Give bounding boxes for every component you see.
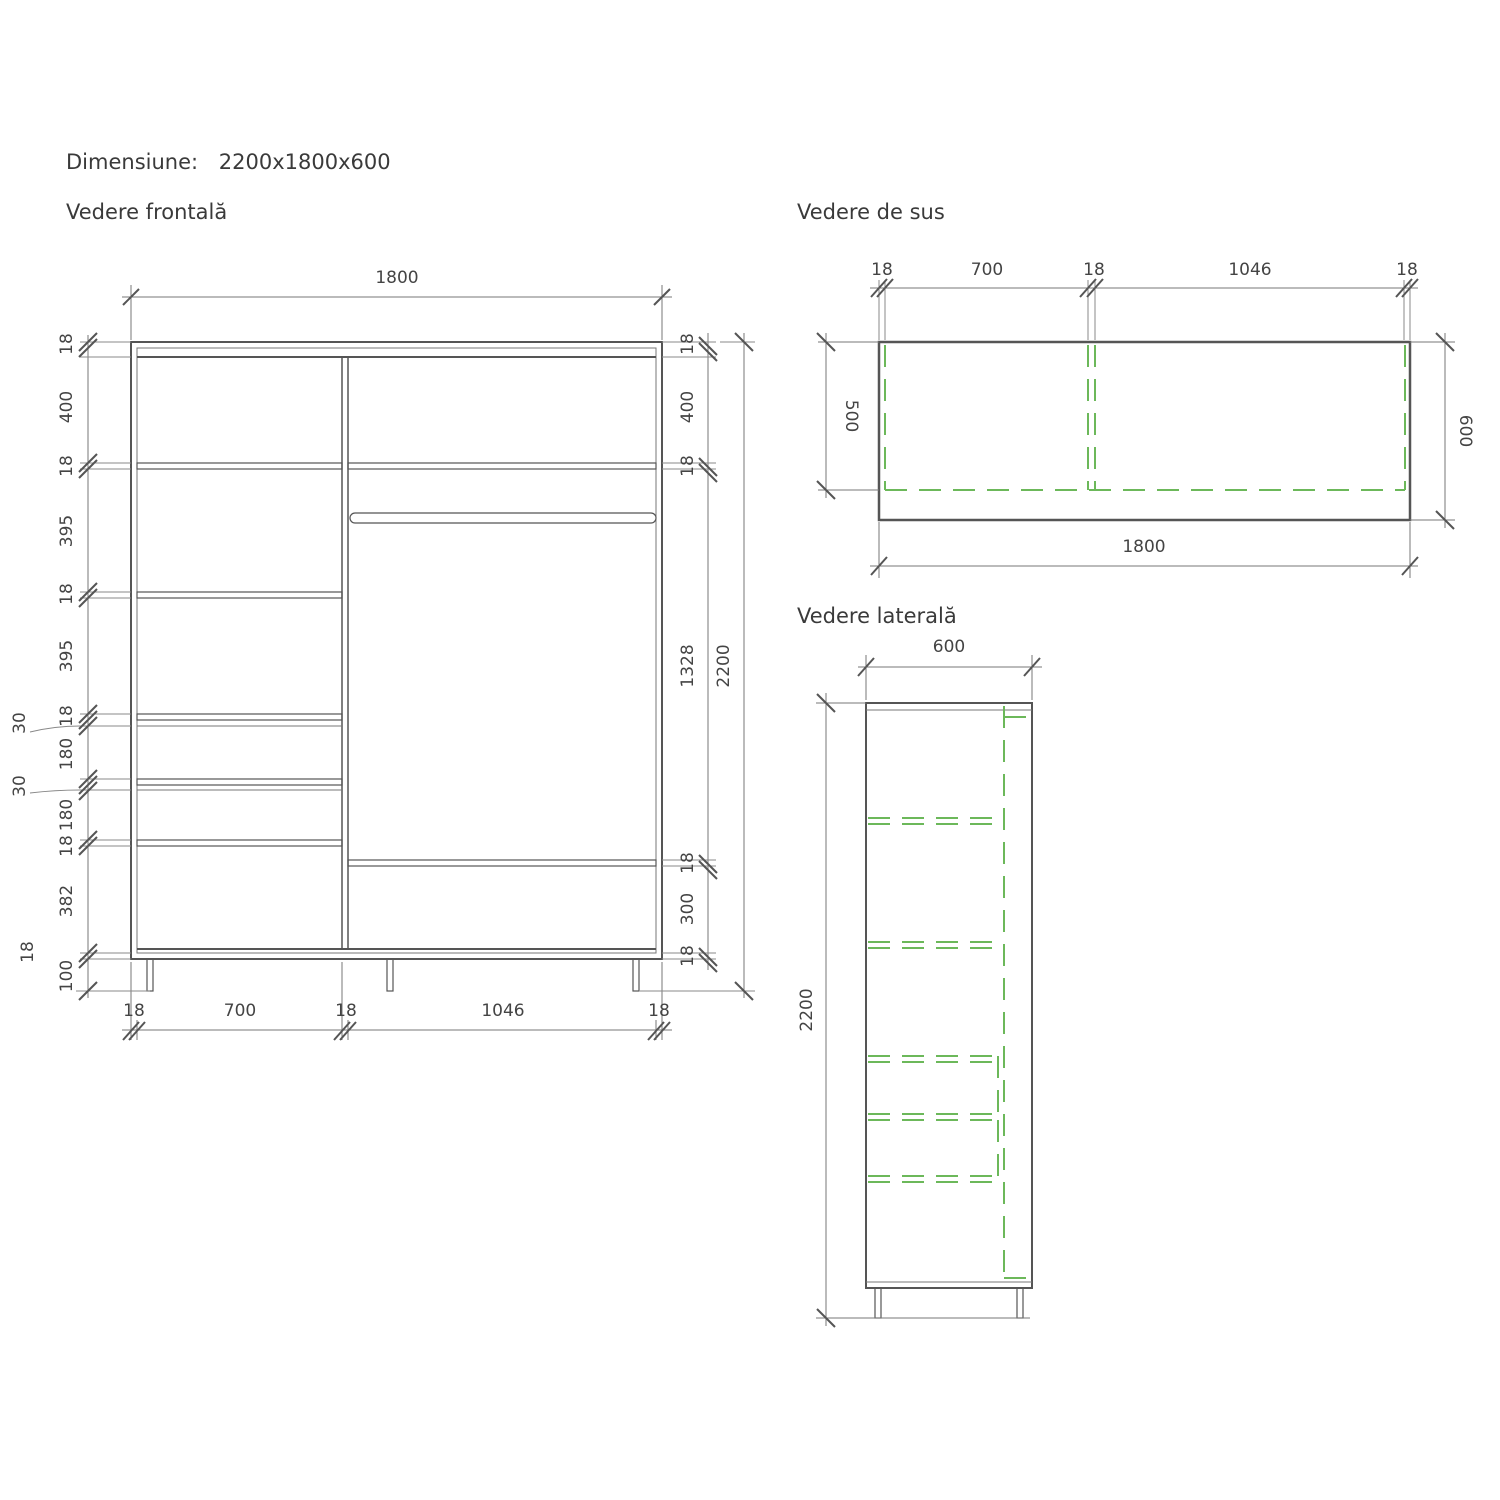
dim-30: 30 (10, 712, 30, 734)
dim-382: 382 (57, 884, 77, 918)
hanging-rail (350, 513, 656, 523)
dim-400: 400 (57, 390, 77, 424)
dimension-label: Dimensiune: (66, 150, 199, 174)
dim-1328: 1328 (678, 644, 698, 688)
dim-18: 18 (57, 455, 77, 477)
left-shelf-4 (137, 779, 342, 785)
dim-500: 500 (841, 399, 861, 433)
dim-700: 700 (970, 260, 1004, 280)
dim-300: 300 (678, 892, 698, 926)
side-leg-front (875, 1288, 881, 1318)
dim-1046: 1046 (481, 1001, 525, 1021)
bottom-ticks (123, 1022, 670, 1040)
left-shelf-3 (137, 714, 342, 720)
dim-18: 18 (123, 1001, 145, 1021)
dim-18: 18 (1396, 260, 1418, 280)
dim-18: 18 (678, 455, 698, 477)
front-view (10, 268, 755, 1040)
top-view-title: Vedere de sus (797, 200, 945, 224)
side-leg-back (1017, 1288, 1023, 1318)
top-outline (879, 342, 1410, 520)
front-view-title: Vedere frontală (66, 200, 228, 224)
left-shelf-1 (137, 463, 342, 469)
dim-18: 18 (57, 835, 77, 857)
dim-600: 600 (932, 637, 966, 657)
dimension-value: 2200x1800x600 (218, 150, 391, 174)
left-shelf-2 (137, 592, 342, 598)
dim-18: 18 (57, 583, 77, 605)
side-view (797, 637, 1042, 1327)
dim-600: 600 (1455, 414, 1475, 448)
dim-700: 700 (223, 1001, 257, 1021)
dim-100: 100 (57, 959, 77, 993)
dim-18: 18 (678, 945, 698, 967)
right-shelf-1 (348, 463, 656, 469)
top-view (817, 260, 1475, 578)
front-leg-left (147, 959, 153, 991)
right-shelf-2 (348, 860, 656, 866)
dim-18: 18 (57, 333, 77, 355)
dim-18: 18 (648, 1001, 670, 1021)
dim-180: 180 (57, 737, 77, 771)
dim-180: 180 (57, 798, 77, 832)
front-carcass-inner (137, 348, 656, 953)
top-ext-lines (879, 280, 1410, 340)
dim-1800: 1800 (1122, 537, 1166, 557)
side-outline (866, 703, 1032, 1288)
dim-2200: 2200 (714, 644, 734, 688)
dim-18: 18 (678, 333, 698, 355)
front-leg-middle (387, 959, 393, 991)
front-vertical-divider (342, 357, 348, 949)
front-leg-right (633, 959, 639, 991)
dim-18: 18 (871, 260, 893, 280)
dim-18: 18 (18, 941, 38, 963)
dim-18: 18 (57, 705, 77, 727)
dim-18: 18 (678, 852, 698, 874)
left-shelf-5 (137, 840, 342, 846)
dim-18: 18 (1083, 260, 1105, 280)
dim-400: 400 (678, 390, 698, 424)
side-view-title: Vedere laterală (797, 604, 957, 628)
dim-395: 395 (57, 639, 77, 673)
dim-18: 18 (335, 1001, 357, 1021)
dim-30: 30 (10, 775, 30, 797)
front-width-label: 1800 (375, 268, 419, 288)
dim-395: 395 (57, 514, 77, 548)
dim-1046: 1046 (1228, 260, 1272, 280)
dim-2200: 2200 (797, 988, 817, 1032)
